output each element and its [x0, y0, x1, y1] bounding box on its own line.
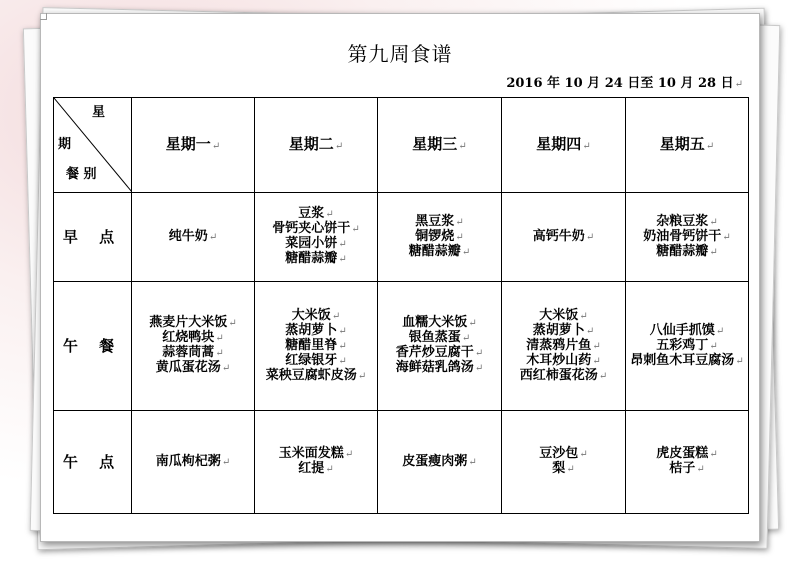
paragraph-mark: ↵ — [215, 333, 224, 344]
day-header: 星期一↵ — [132, 98, 255, 193]
dish-item: 糖醋蒜瓣↵ — [408, 243, 471, 259]
paragraph-mark: ↵ — [709, 340, 718, 352]
meal-label: 早 点 — [54, 193, 132, 282]
menu-cell — [378, 411, 502, 514]
dish-item: 蒸胡萝卜↵ — [285, 322, 347, 338]
dish-item: 清蒸鸦片鱼↵ — [526, 337, 601, 353]
dish-item: 糖醋蒜瓣↵ — [285, 251, 347, 266]
dish-item: 西红柿蛋花汤↵ — [519, 367, 608, 383]
paragraph-mark: ↵ — [709, 449, 718, 460]
paragraph-mark: ↵ — [461, 333, 471, 344]
menu-cell — [502, 282, 626, 411]
dish-item: 杂粮豆浆↵ — [656, 213, 718, 229]
meal-row — [54, 193, 749, 282]
meal-label: 午 点 — [54, 411, 132, 514]
dish-item: 虎皮蛋糕↵ — [656, 446, 718, 461]
day-header: 星期二↵ — [255, 98, 378, 193]
dish-item: 大米饭↵ — [291, 307, 341, 323]
paragraph-mark: ↵ — [566, 464, 575, 475]
menu-cell — [132, 193, 255, 282]
paragraph-mark: ↵ — [734, 79, 743, 90]
paragraph-mark: ↵ — [722, 231, 731, 243]
paragraph-mark: ↵ — [715, 325, 725, 337]
dish-item: 红绿银牙↵ — [285, 352, 347, 368]
dish-item: 五彩鸡丁↵ — [656, 337, 718, 353]
dish-item: 梨↵ — [552, 461, 575, 476]
paragraph-mark: ↵ — [338, 355, 347, 367]
dish-item: 大米饭↵ — [539, 307, 588, 323]
dish-item: 血糯大米饭↵ — [402, 315, 477, 330]
meal-row — [54, 411, 749, 514]
paragraph-mark: ↵ — [455, 231, 464, 243]
paragraph-mark: ↵ — [357, 370, 367, 382]
dish-item: 八仙手抓馍↵ — [649, 322, 725, 338]
paragraph-mark: ↵ — [351, 224, 360, 235]
menu-table — [53, 97, 749, 514]
dish-item: 昂刺鱼木耳豆腐汤↵ — [630, 352, 744, 368]
paragraph-mark: ↵ — [338, 254, 347, 265]
menu-cell — [255, 282, 378, 411]
dish-item: 玉米面发糕↵ — [278, 446, 354, 461]
paragraph-mark: ↵ — [598, 370, 608, 382]
dish-item: 骨钙夹心饼干↵ — [272, 221, 360, 236]
dish-item: 红提↵ — [298, 461, 334, 476]
meal-label: 午 餐 — [54, 282, 132, 411]
menu-cell — [255, 193, 378, 282]
corner-label-middle: 期 — [58, 137, 72, 152]
paragraph-mark: ↵ — [585, 231, 595, 243]
paragraph-mark: ↵ — [325, 209, 334, 220]
paragraph-mark: ↵ — [331, 310, 341, 322]
meal-row — [54, 282, 749, 411]
title-text: 第九周食谱 — [347, 42, 453, 66]
dish-item: 奶油骨钙饼干↵ — [643, 228, 731, 244]
paragraph-mark: ↵ — [221, 363, 231, 374]
corner-crop-mark — [40, 13, 47, 20]
menu-cell — [626, 193, 749, 282]
paragraph-mark: ↵ — [579, 310, 588, 322]
paragraph-mark: ↵ — [325, 464, 334, 475]
dish-item: 蒜蓉茼蒿↵ — [162, 345, 224, 360]
menu-cell — [255, 411, 378, 514]
paragraph-mark: ↵ — [474, 348, 484, 359]
dish-item: 皮蛋瘦肉粥↵ — [402, 453, 477, 469]
corner-label-top: 星 — [92, 105, 106, 120]
dish-item: 银鱼蒸蛋↵ — [408, 330, 471, 345]
day-header: 星期五↵ — [626, 98, 749, 193]
paragraph-mark: ↵ — [468, 318, 477, 329]
paragraph-mark: ↵ — [221, 456, 231, 468]
paragraph-mark: ↵ — [474, 363, 484, 374]
page-title — [41, 38, 759, 67]
dish-item: 菜园小饼↵ — [285, 236, 347, 251]
dish-item: 蒸胡萝卜↵ — [532, 322, 595, 338]
dish-item: 香芹炒豆腐干↵ — [395, 345, 484, 360]
menu-cell — [626, 411, 749, 514]
dish-item: 黄瓜蛋花汤↵ — [155, 360, 231, 375]
day-header: 星期四↵ — [502, 98, 626, 193]
dish-item: 豆浆↵ — [298, 206, 334, 221]
paragraph-mark: ↵ — [215, 348, 224, 359]
dish-item: 桔子↵ — [669, 461, 705, 476]
menu-cell — [132, 282, 255, 411]
menu-cell — [378, 282, 502, 411]
dish-item: 海鲜菇乳鸽汤↵ — [395, 360, 484, 375]
paragraph-mark: ↵ — [461, 246, 471, 258]
paragraph-mark: ↵ — [592, 355, 601, 367]
header-row — [54, 98, 749, 193]
paragraph-mark: ↵ — [709, 216, 718, 228]
paragraph-mark: ↵ — [228, 318, 237, 329]
dish-item: 南瓜枸杞粥↵ — [155, 453, 231, 469]
dish-item: 高钙牛奶↵ — [532, 228, 595, 244]
corner-cell — [54, 98, 132, 193]
paragraph-mark: ↵ — [468, 456, 477, 468]
paragraph-mark: ↵ — [585, 325, 595, 337]
paragraph-mark: ↵ — [696, 464, 705, 475]
paragraph-mark: ↵ — [709, 246, 718, 258]
menu-cell — [626, 282, 749, 411]
menu-page — [40, 13, 760, 542]
dish-item: 燕麦片大米饭↵ — [149, 315, 237, 330]
paragraph-mark: ↵ — [579, 449, 588, 460]
corner-label-bottom: 餐 别 — [66, 167, 97, 182]
menu-cell — [502, 193, 626, 282]
paragraph-mark: ↵ — [455, 216, 464, 228]
dish-item: 铜锣烧↵ — [415, 228, 464, 244]
paragraph-mark: ↵ — [208, 231, 218, 243]
paragraph-mark: ↵ — [338, 340, 347, 352]
paragraph-mark: ↵ — [344, 449, 354, 460]
day-header: 星期三↵ — [378, 98, 502, 193]
date-range — [506, 72, 743, 91]
dish-item: 红烧鸭块↵ — [162, 330, 224, 345]
paragraph-mark: ↵ — [338, 325, 347, 337]
dish-item: 糖醋蒜瓣↵ — [656, 243, 718, 259]
menu-cell — [502, 411, 626, 514]
menu-cell — [378, 193, 502, 282]
paragraph-mark: ↵ — [735, 355, 744, 367]
dish-item: 木耳炒山药↵ — [526, 352, 601, 368]
dish-item: 菜秧豆腐虾皮汤↵ — [265, 367, 367, 383]
date-range-text: 2016 年 10 月 24 日至 10 月 28 日 — [506, 76, 734, 91]
menu-cell — [132, 411, 255, 514]
dish-item: 豆沙包↵ — [539, 446, 588, 461]
paragraph-mark: ↵ — [592, 340, 601, 352]
paragraph-mark: ↵ — [338, 239, 347, 250]
dish-item: 黑豆浆↵ — [415, 213, 464, 229]
dish-item: 糖醋里脊↵ — [285, 337, 347, 353]
dish-item: 纯牛奶↵ — [168, 228, 218, 244]
